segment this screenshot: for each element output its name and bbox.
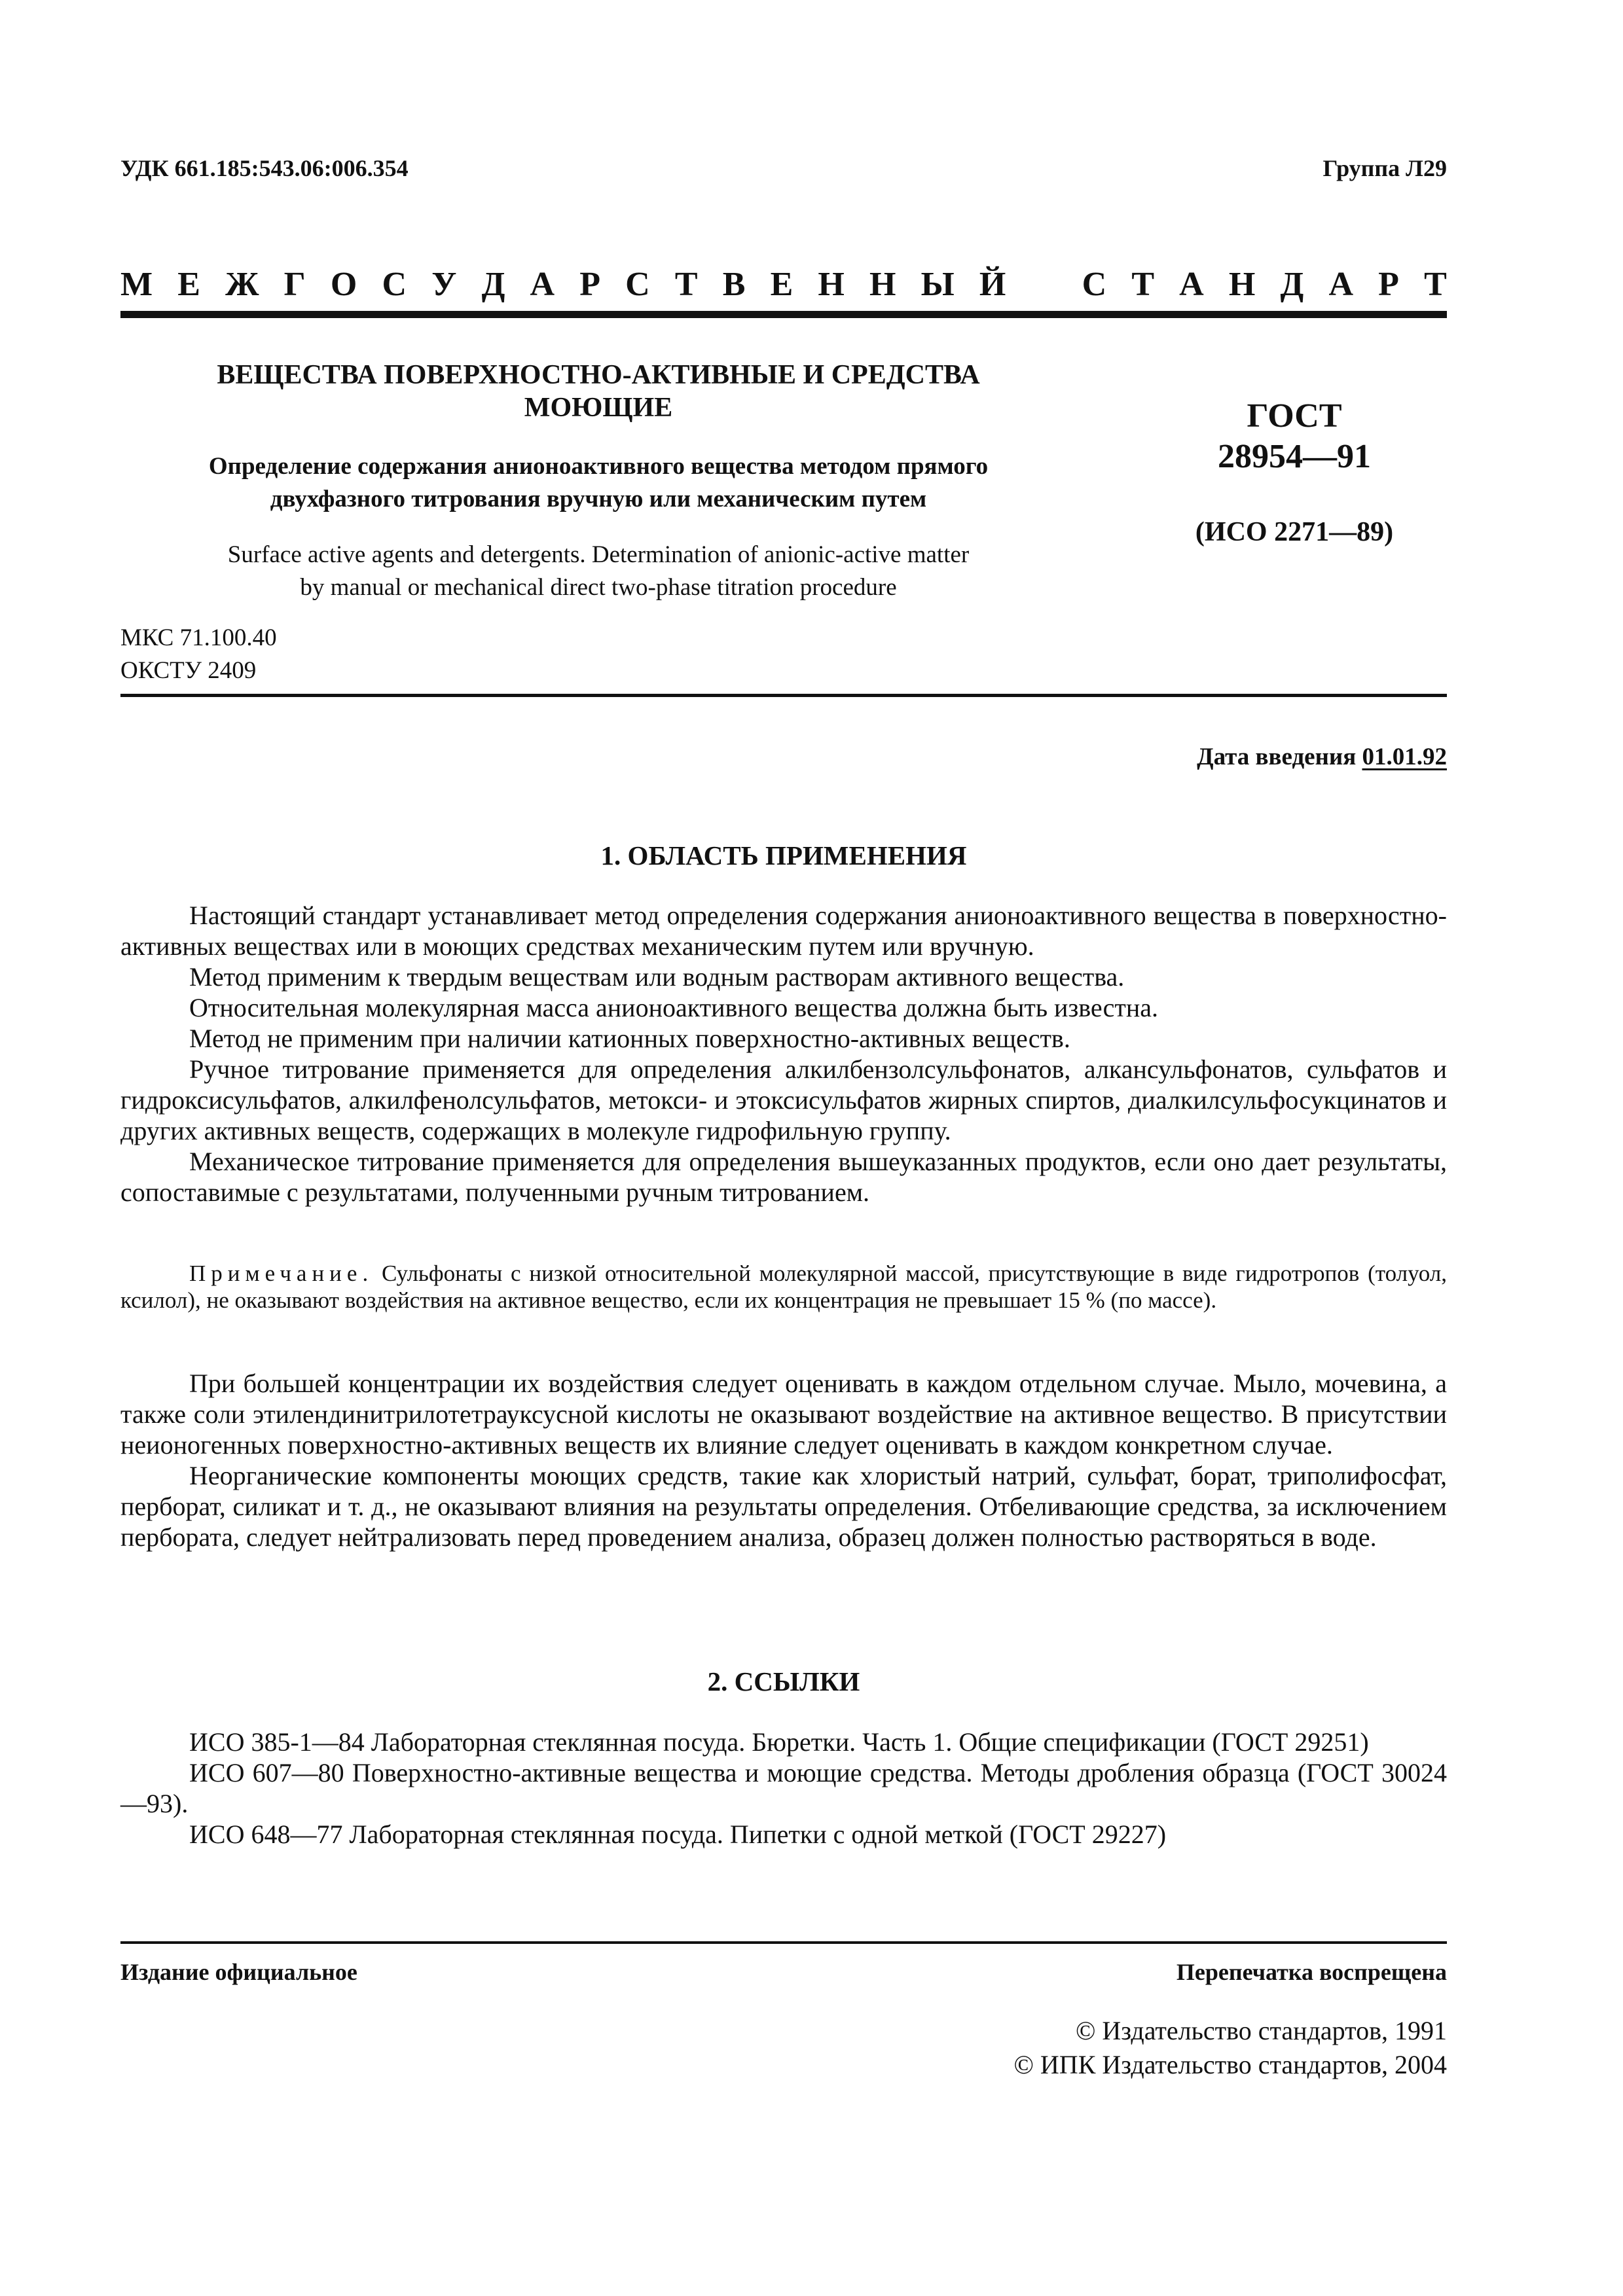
section-1-note: Примечание. Сульфонаты с низкой относительной молекулярной массой, присутствующие в виде гидротропов (толуол, ксилол), не оказывают воздействия на активное вещество, если их концентрация не превышает 15 % (по массе). bbox=[120, 1261, 1447, 1313]
section-1-body-continued: При большей концентрации их воздействия следует оценивать в каждом отдельном случае. Мыло, мочевина, а также соли этилендинитрилотетрауксусной кислоты не оказывают воздействие на активное вещество. В присутствии неионогенных поверхностно-активных веществ их влияние следует оценивать в каждом конкретном случае. Неорганические компоненты моющих средств, такие как хлористый натрий, сульфат, борат, триполифосфат, перборат, силикат и т. д., не оказывают влияния на результаты определения. Отбеливающие средства, за исключением пербората, следует нейтрализовать перед проведением анализа, образец должен полностью растворяться в воде. bbox=[120, 1369, 1447, 1552]
main-title: ВЕЩЕСТВА ПОВЕРХНОСТНО-АКТИВНЫЕ И СРЕДСТВА МОЮЩИЕ bbox=[217, 360, 980, 423]
banner-letter: С bbox=[625, 266, 650, 303]
banner-letter: С bbox=[1082, 266, 1107, 303]
banner-letter: Т bbox=[1131, 266, 1155, 303]
title-block bbox=[120, 359, 1076, 604]
document-page bbox=[120, 0, 1447, 2296]
classification-codes bbox=[120, 622, 277, 687]
banner-letter: У bbox=[431, 266, 457, 303]
section-1-heading: 1. ОБЛАСТЬ ПРИМЕНЕНИЯ bbox=[600, 840, 967, 870]
gost-designation bbox=[1142, 396, 1447, 548]
group-code: Группа Л29 bbox=[1322, 155, 1447, 181]
banner-letter: В bbox=[722, 266, 746, 303]
banner-letter: С bbox=[382, 266, 407, 303]
interstate-standard-banner bbox=[120, 265, 1447, 304]
banner-letter: Р bbox=[1378, 266, 1399, 303]
banner-letter: Е bbox=[770, 266, 793, 303]
sub-title: Определение содержания анионоактивного вещества методом прямого двухфазного титрования вручную или механическим путем bbox=[208, 453, 989, 512]
banner-letter: Й bbox=[979, 266, 1006, 303]
reprint-prohibited-label: Перепечатка воспрещена bbox=[1176, 1959, 1447, 1985]
introduction-date: Дата введения 01.01.92 bbox=[1197, 744, 1447, 770]
udk-code: УДК 661.185:543.06:006.354 bbox=[120, 155, 409, 181]
okstu-code: ОКСТУ 2409 bbox=[120, 657, 257, 684]
copyright-block: © Издательство стандартов, 1991 © ИПК Издательство стандартов, 2004 bbox=[1013, 2016, 1447, 2079]
note-label: Примечание. bbox=[189, 1261, 374, 1286]
banner-letter: О bbox=[330, 266, 357, 303]
section-1-body: Настоящий стандарт устанавливает метод определения содержания анионоактивного вещества в поверхностно-активных веществах или в моющих средствах механическим путем или вручную. Метод применим к твердым веществам или водным растворам активного вещества. Относительная молекулярная масса анионоактивного вещества должна быть известна. Метод не применим при наличии катионных поверхностно-активных веществ. Ручное титрование применяется для определения алкилбензолсульфонатов, алкансульфонатов, сульфатов и гидроксисульфатов, алкилфенолсульфатов, метокси- и этоксисульфатов жирных спиртов, диалкилсульфосукцинатов и других активных веществ, содержащих в молекуле гидрофильную группу. Механическое титрование применяется для определения вышеуказанных продуктов, если оно дает результаты, сопоставимые с результатами, полученными ручным титрованием. bbox=[120, 901, 1447, 1207]
banner-letter: А bbox=[530, 266, 555, 303]
section-2-body: ИСО 385-1—84 Лабораторная стеклянная посуда. Бюретки. Часть 1. Общие спецификации (ГОСТ 29251) ИСО 607—80 Поверхностно-активные вещества и моющие средства. Методы дробления образца (ГОСТ 30024—93). ИСО 648—77 Лабораторная стеклянная посуда. Пипетки с одной меткой (ГОСТ 29227) bbox=[120, 1727, 1447, 1849]
iso-reference: (ИСО 2271—89) bbox=[1195, 517, 1394, 547]
banner-letter: Д bbox=[1280, 266, 1304, 303]
gost-number: 28954—91 bbox=[1218, 438, 1371, 475]
gost-label: ГОСТ bbox=[1247, 397, 1342, 435]
banner-letter: М bbox=[120, 266, 153, 303]
banner-letter bbox=[1030, 265, 1057, 304]
banner-letter: Т bbox=[674, 266, 698, 303]
english-title: Surface active agents and detergents. Determination of anionic-active matter by manual or mechanical direct two-phase titration procedure bbox=[227, 541, 970, 601]
header-row bbox=[120, 154, 1447, 182]
banner-letter: Н bbox=[1228, 266, 1256, 303]
official-edition-label: Издание официальное bbox=[120, 1959, 357, 1985]
banner-letter: Р bbox=[579, 266, 600, 303]
banner-letter: Н bbox=[869, 266, 896, 303]
footer-row bbox=[120, 1958, 1447, 1986]
section-2-heading: 2. ССЫЛКИ bbox=[707, 1666, 860, 1696]
banner-rule bbox=[120, 311, 1447, 318]
banner-letter: Е bbox=[177, 266, 200, 303]
banner-letter: Ы bbox=[921, 266, 955, 303]
banner-letter: А bbox=[1179, 266, 1204, 303]
banner-letter: Д bbox=[481, 266, 505, 303]
banner-letter: Ж bbox=[225, 266, 259, 303]
banner-letter: А bbox=[1328, 266, 1353, 303]
footer-rule bbox=[120, 1941, 1447, 1944]
mks-code: МКС 71.100.40 bbox=[120, 624, 277, 651]
date-value: 01.01.92 bbox=[1362, 744, 1447, 770]
banner-letter: Г bbox=[283, 266, 306, 303]
header-bottom-rule bbox=[120, 694, 1447, 697]
banner-letter: Н bbox=[818, 266, 845, 303]
banner-letter: Т bbox=[1424, 266, 1447, 303]
